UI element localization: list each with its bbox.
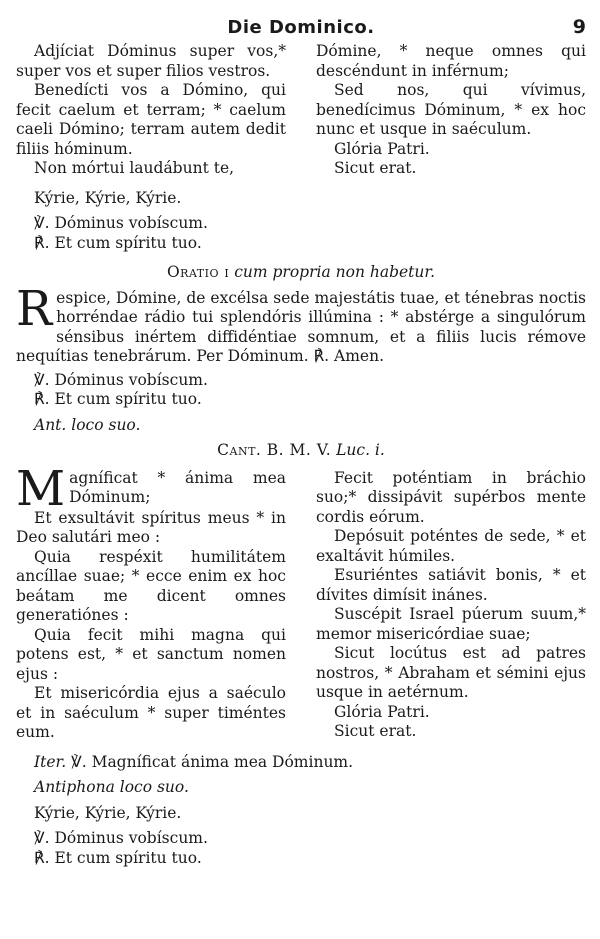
canticle-verse: agníficat * ánima mea Dóminum; [69,468,286,506]
canticle-verse: Esuriéntes satiávit bonis, * et dívites dimísit inánes. [316,566,586,604]
gloria-patri: Glória Patri. [334,702,430,721]
canticle-verse: Et exsultávit spíritus meus * in Deo salutári meo : [16,508,286,546]
iter-line [16,753,586,773]
kyrie: Kýrie, Kýrie, Kýrie. [34,188,182,207]
oratio-title: Oratio i [166,263,230,281]
antiphon-rubric: Ant. loco suo. [34,415,141,434]
oratio-text: espice, Dómine, de excélsa sede majestátis tuae, et ténebras noctis horréndae rádio tui splendóris illúmina : * abstérge a singulórum sénsibus inértem diffidéntiae somnum, et a filiis lucis rémove nequítias tenebrárum. Per Dóminum. ℟. Amen. [16,288,586,365]
response: ℟. Et cum spíritu tuo. [34,233,202,252]
canticle-verse: Fecit poténtiam in bráchio suo;* dissipávit supérbos mente cordis eórum. [316,468,586,526]
psalm-left-column [16,42,286,179]
response: ℟. Et cum spíritu tuo. [34,848,202,867]
canticle-first-verse [16,460,286,517]
antiphon-rubric: Antiphona loco suo. [34,778,189,796]
drop-cap-initial: R [16,280,53,337]
versicle: ℣. Dóminus vobíscum. [34,370,208,389]
canticle-columns [16,460,586,743]
psalm-verse: Sed nos, qui vívimus, benedícimus Dóminum, * ex hoc nunc et usque in saéculum. [316,81,586,138]
running-head: Die Dominico. [227,17,375,38]
versicle: ℣. Dóminus vobíscum. [34,214,208,232]
canticle-title: Cant. B. M. V. [217,441,332,459]
iter-text: ℣. Magníficat ánima mea Dóminum. [71,752,354,771]
iter-label: Iter. [34,752,67,771]
psalm-verse: Benedícti vos a Dómino, qui fecit caelum et terram; * caelum caeli Dómino; terram autem dedit filiis hóminum. [16,81,286,158]
psalm-verse: Dómine, * neque omnes qui descéndunt in inférnum; [316,42,586,80]
sicut-erat: Sicut erat. [334,159,417,177]
canticle-reference: Luc. i. [336,441,385,459]
psalm-columns [16,42,586,179]
canticle-verse: Sicut locútus est ad patres nostros, * Abraham et sémini ejus usque in aetérnum. [316,644,586,701]
canticle-heading [16,441,586,461]
versicle: ℣. Dóminus vobíscum. [34,829,208,847]
response: ℟. Et cum spíritu tuo. [34,390,202,408]
page-header [16,12,586,42]
psalm-right-column [316,42,586,179]
drop-cap-initial: M [16,460,66,517]
oratio-prayer [16,280,586,367]
preces-block [16,189,586,254]
kyrie: Kýrie, Kýrie, Kýrie. [34,803,182,822]
canticle-verse: Depósuit poténtes de sede, * et exaltávit húmiles. [316,527,586,565]
oratio-note: cum propria non habetur. [234,263,436,281]
psalm-verse: Adjíciat Dóminus super vos,* super vos et super filios vestros. [16,42,286,80]
closing-block [16,753,586,869]
canticle-verse: Suscépit Israel púerum suum,* memor misericórdiae suae; [316,605,586,643]
page-number: 9 [572,16,586,38]
oratio-heading [16,263,586,283]
canticle-left-column [16,460,286,743]
psalm-verse: Non mórtui laudábunt te, [34,159,235,177]
canticle-verse: Quia fecit mihi magna qui potens est, * et sanctum nomen ejus : [16,625,286,683]
page [16,12,586,868]
canticle-verse: Et misericórdia ejus a saéculo et in saéculum * super timéntes eum. [16,684,286,741]
canticle-right-column [316,469,586,743]
gloria-patri: Glória Patri. [334,139,430,158]
sicut-erat: Sicut erat. [334,722,417,740]
canticle-verse: Quia respéxit humilitátem ancíllae suae; * ecce enim ex hoc beátam me dicent omnes generatiónes : [16,547,286,624]
